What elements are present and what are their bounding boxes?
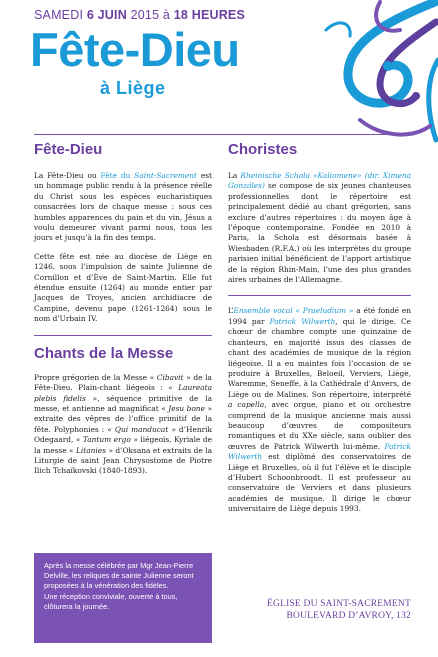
divider xyxy=(34,134,408,135)
header xyxy=(0,0,438,135)
left-column xyxy=(34,142,212,477)
chants-paragraph: Propre grégorien de la Messe « Cibavit » de la Fête-Dieu. Plain-chant liégeois : « Laureata plebis fidelis », séquence primitive de la messe, et antienne ad magnificat « Jesu bone » extraite des vêpres de l’office primitif de la fête. Polyphonies : « Qui manducat » d’Henrik Odegaard, « Tantum ergo » liégeois, Kyriale de la messe « Litanies » d’Oksana et extraits de la Liturgie de saint Jean Chrysostome de Piotre Ilich Tchaïkovski (1840-1893). xyxy=(34,372,213,476)
right-column xyxy=(228,142,411,515)
choristes-heading: Choristes xyxy=(228,141,298,158)
event-date: SAMEDI 6 JUIN 2015 à 18 HEURES xyxy=(34,8,246,22)
church-address xyxy=(228,598,411,622)
notice-text-2: Une réception conviviale, ouverte à tous, clôturera la journée. xyxy=(44,591,178,611)
choristes-paragraph-1: La Rheinische Schola «Kaliomene» (dir. Ximena Gonzáles) se compose de six jeunes chanteuses professionnelles dont le répertoire est principalement dédié au chant grégorien, sans exclure d’autres répertoires : du moyen âge à l’époque contemporaine. Fondée en 2010 à Paris, la Schola est désormais basée à Wiesbaden (R.F.A.) où les interprètes du groupe parisien initial bénéficient de l’apport artistique de la région Rhin-Main, l’une des plus grandes aires urbaines de l’Allemagne. xyxy=(228,171,411,285)
church-street: BOULEVARD D’AVROY, 132 xyxy=(286,611,411,621)
divider xyxy=(34,335,212,336)
divider xyxy=(228,295,411,296)
chants-heading: Chants de la Messe xyxy=(34,344,174,362)
page-title: Fête-Dieu xyxy=(30,23,240,76)
swirl-ornament-icon xyxy=(230,0,438,150)
page-subtitle: à Liège xyxy=(100,78,166,98)
fete-dieu-paragraph-1: La Fête-Dieu ou Fête du Saint-Sacrement est un hommage public rendu à la présence réelle du Christ sous les espèces eucharistiques consacrées lors de chaque messe : sous ces humbles apparences du pain et du vin, Jésus a voulu demeurer vivant parmi nous, tous les jours et jusqu’à la fin des temps. xyxy=(34,171,212,243)
choristes-paragraph-2: L’Ensemble vocal « Praeludium » a été fondé en 1994 par Patrick Wilwerth, qui le dirige. Ce chœur de chambre compte une quinzaine de chanteurs, en majorité issus des classes de chant des académies de musique de la région liégeoise. Il a eu maintes fois l’occasion de se produire à Bruxelles, Beloeil, Verviers, Liège, Waremme, Seneffe, à la Cathédrale d’Anvers, de Liège ou de Malines. Son répertoire, interprété a capella, avec orgue, piano et ou orchestre comprend de la musique ancienne mais aussi beaucoup d’œuvres de compositeurs romantiques et du XXe siècle, sans oublier des œuvres de Patrick Wilwerth lui-même. Patrick Wilwerth est diplômé des conservatoires de Liège et Bruxelles, où il fut l’élève et le disciple d’Hubert Schoonbroodt. Il est professeur au conservatoire de Verviers et dans plusieurs académies de musique. Il dirige le chœur universitaire de Liège depuis 1993. xyxy=(228,306,412,514)
reception-notice xyxy=(34,553,212,643)
church-name: ÉGLISE DU SAINT-SACREMENT xyxy=(267,599,411,609)
notice-text-1: Après la messe célébrée par Mgr Jean-Pierre Delville, les reliques de sainte Julienne seront proposées à la vénération des fidèles. xyxy=(44,561,194,591)
fete-dieu-heading: Fête-Dieu xyxy=(34,141,103,158)
fete-dieu-paragraph-2: Cette fête est née au diocèse de Liège en 1246, sous l’impulsion de sainte Julienne de Cornillon et d’Ève de Saint-Martin. Elle fut étendue ensuite (1264) au monde entier par Jacques de Troyes, ancien archidiacre de Campine, devenu pape (1261-1264) sous le nom d’Urbain IV. xyxy=(34,251,212,324)
